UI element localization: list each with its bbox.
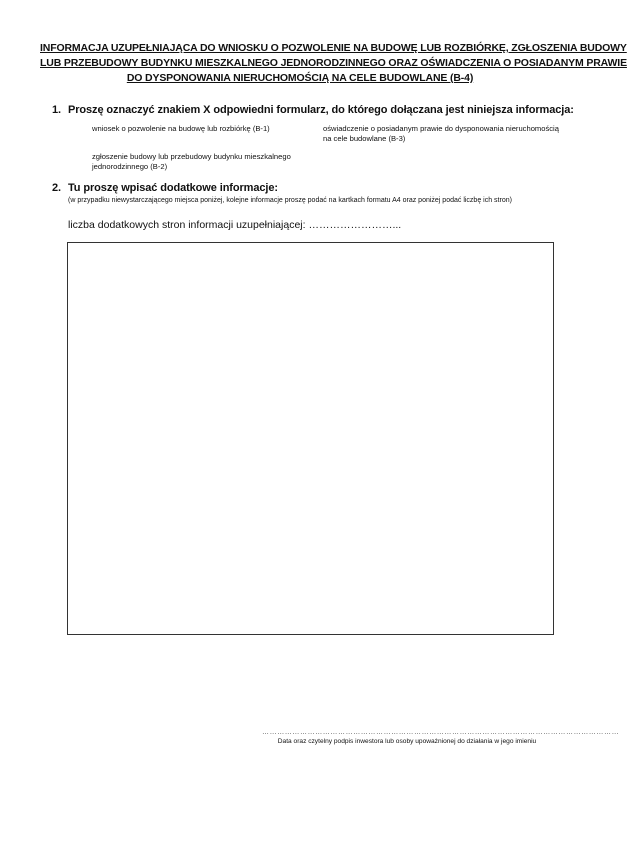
section-1-number: 1. [52, 104, 61, 116]
signature-caption: Data oraz czytelny podpis inwestora lub osoby upoważnionej do działania w jego imieniu [277, 738, 537, 745]
option-b3-label-line-2: na cele budowlane (B-3) [323, 134, 406, 143]
section-2-heading-text: Tu proszę wpisać dodatkowe informacje: [68, 182, 278, 194]
option-b3-label-line-1: oświadczenie o posiadanym prawie do dysponowania nieruchomością [323, 124, 559, 133]
section-2-heading [52, 182, 278, 195]
section-1-heading-text: Proszę oznaczyć znakiem X odpowiedni formularz, do którego dołączana jest niniejsza informacja: [68, 104, 574, 116]
section-1-heading [52, 104, 574, 117]
option-b2[interactable] [80, 152, 291, 172]
title-line-1: INFORMACJA UZUPEŁNIAJĄCA DO WNIOSKU O POZWOLENIE NA BUDOWĘ LUB ROZBIÓRKĘ, ZGŁOSZENIA BUDOWY [40, 42, 627, 54]
section-2-number: 2. [52, 182, 61, 194]
option-b2-label-line-2: jednorodzinnego (B-2) [92, 162, 168, 171]
option-b3[interactable] [311, 124, 559, 144]
option-b1-label: wniosek o pozwolenie na budowę lub rozbiórkę (B-1) [92, 124, 270, 133]
option-b2-checkbox[interactable] [80, 153, 89, 162]
option-b1[interactable] [80, 124, 270, 134]
signature-line[interactable]: …………………………………………………………………………………………………………………………… [262, 729, 620, 736]
form-title [40, 41, 627, 86]
section-2-note: (w przypadku niewystarczającego miejsca poniżej, kolejne informacje proszę podać na kartkach formatu A4 oraz poniżej podać liczbę ich stron) [68, 197, 512, 204]
additional-info-box[interactable] [67, 242, 554, 635]
option-b1-checkbox[interactable] [80, 125, 89, 134]
option-b2-label-line-1: zgłoszenie budowy lub przebudowy budynku mieszkalnego [92, 152, 291, 161]
option-b3-checkbox[interactable] [311, 125, 320, 134]
title-line-2: LUB PRZEBUDOWY BUDYNKU MIESZKALNEGO JEDNORODZINNEGO ORAZ OŚWIADCZENIA O POSIADANYM PRAWIE [40, 57, 627, 69]
title-line-3: DO DYSPONOWANIA NIERUCHOMOŚCIĄ NA CELE BUDOWLANE (B-4) [126, 72, 474, 84]
additional-pages-count[interactable]: liczba dodatkowych stron informacji uzupełniającej: ……………………... [68, 219, 402, 231]
